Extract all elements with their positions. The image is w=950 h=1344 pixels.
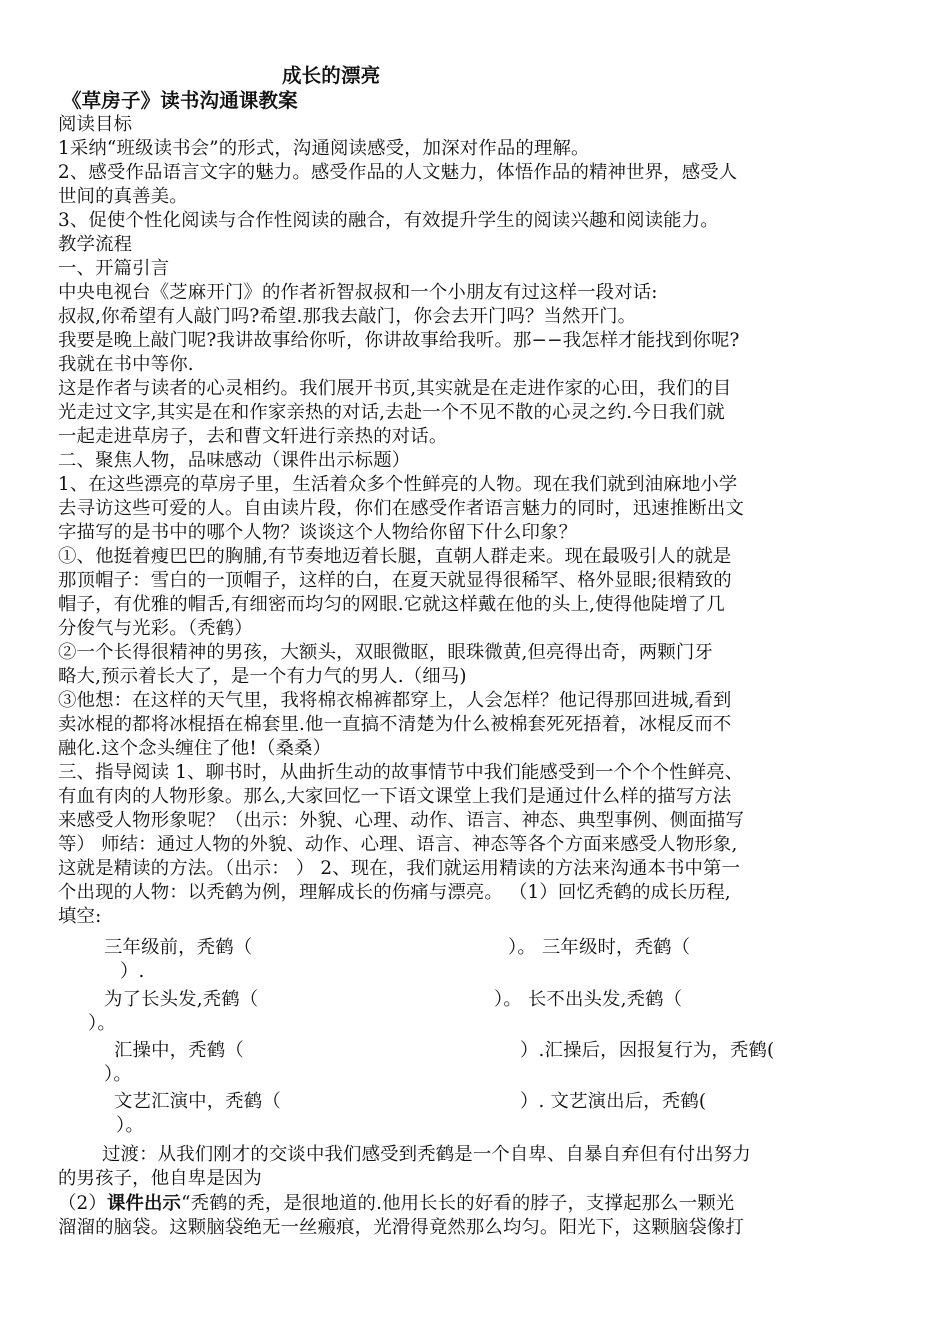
section-heading: 三、指导阅读 1、聊书时，从曲折生动的故事情节中我们能感受到一个个个性鲜亮、 <box>58 762 744 783</box>
fill-blank-left: 为了长头发,秃鹤（ <box>104 989 259 1010</box>
text-line: 1、在这些漂亮的草房子里，生活着众多个性鲜亮的人物。现在我们就到油麻地小学 <box>58 474 738 495</box>
fill-blank-mid: ）。 三年级时，秃鹤（ <box>508 937 691 958</box>
text-line: 填空: <box>58 906 102 927</box>
fill-blank-left: 三年级前，秃鹤（ <box>104 937 253 958</box>
text-line: 3、促使个性化阅读与合作性阅读的融合，有效提升学生的阅读兴趣和阅读能力。 <box>58 210 719 231</box>
section-heading: 一、开篇引言 <box>58 258 170 279</box>
fill-blank-mid: ）。 长不出头发,秃鹤（ <box>494 989 683 1010</box>
text-line: 来感受人物形象呢？（出示：外貌、心理、动作、语言、神态、典型事例、侧面描写 <box>58 810 745 831</box>
text-line: 字描写的是书中的哪个人物？谈谈这个人物给你留下什么印象？ <box>58 522 578 543</box>
text-line: 有血有肉的人物形象。那么,大家回忆一下语文课堂上我们是通过什么样的描写方法 <box>58 786 732 807</box>
text-line: 这是作者与读者的心灵相约。我们展开书页,其实就是在走进作家的心田，我们的目 <box>58 378 732 399</box>
text-line: 溜溜的脑袋。这颗脑袋绝无一丝瘢痕，光滑得竟然那么均匀。阳光下，这颗脑袋像打 <box>58 1217 745 1238</box>
text-line: ①、他挺着瘦巴巴的胸脯,有节奏地迈着长腿，直朝人群走来。现在最吸引人的就是 <box>58 546 732 567</box>
text-line: 阅读目标 <box>58 114 133 135</box>
text-line: 分俊气与光彩。（秃鹤） <box>58 618 253 639</box>
fill-blank-mid: ）.汇操后，因报复行为，秃鹤( <box>520 1040 775 1061</box>
fill-blank-mid: ）. 文艺演出后，秃鹤( <box>520 1091 707 1112</box>
text-line: 个出现的人物：以秃鹤为例，理解成长的伤痛与漂亮。 （1）回忆秃鹤的成长历程, <box>58 882 731 903</box>
section-heading: 二、聚焦人物，品味感动（课件出示标题） <box>58 450 411 471</box>
text-line: 中央电视台《芝麻开门》的作者祈智叔叔和一个小朋友有过这样一段对话: <box>58 282 658 303</box>
fill-blank-cont: ）。 <box>104 1064 132 1085</box>
text-line: 2、感受作品语言文字的魅力。感受作品的人文魅力，体悟作品的精神世界，感受人 <box>58 162 738 183</box>
courseware-line <box>58 1192 734 1216</box>
text-line: 去寻访这些可爱的人。自由读片段，你们在感受作者语言魅力的同时，迅速推断出文 <box>58 498 745 519</box>
text-line: 一起走进草房子，去和曹文轩进行亲热的对话。 <box>58 426 448 447</box>
text-line: 世间的真善美。 <box>58 186 188 207</box>
text-line: 卖冰棍的都将冰棍捂在棉套里.他一直搞不清楚为什么被棉套死死捂着，冰棍反而不 <box>58 714 732 735</box>
document-subtitle: 《草房子》读书沟通课教案 <box>62 89 298 112</box>
text-line: 等） 师结：通过人物的外貌、动作、心理、语言、神态等各个方面来感受人物形象, <box>58 834 738 855</box>
text-line: ③他想：在这样的天气里，我将棉衣棉裤都穿上，人会怎样？他记得那回进城,看到 <box>58 690 732 711</box>
text-line: 略大,预示着长大了，是一个有力气的男人.（细马) <box>58 666 467 687</box>
fill-blank-cont: ）。 <box>116 1115 144 1136</box>
fill-blank-cont: ）。 <box>88 1013 116 1034</box>
text-line: 帽子，有优雅的帽舌,有细密而均匀的网眼.它就这样戴在他的头上,使得他陡增了几 <box>58 594 725 615</box>
document-title: 成长的漂亮 <box>282 64 381 87</box>
text-line: 我就在书中等你. <box>58 354 194 375</box>
text-line: 的男孩子，他自卑是因为 <box>58 1168 262 1189</box>
fill-blank-left: 文艺汇演中，秃鹤（ <box>114 1091 281 1112</box>
fill-blank-cont: ）. <box>120 961 145 982</box>
fill-blank-left: 汇操中，秃鹤（ <box>114 1040 244 1061</box>
text-line: 融化.这个念头缠住了他!（桑桑） <box>58 738 332 759</box>
courseware-label: 课件出示 <box>106 1193 182 1214</box>
text-line: ②一个长得很精神的男孩，大额头，双眼微眍，眼珠微黄,但亮得出奇，两颗门牙 <box>58 642 713 663</box>
text-line: 1采纳“班级读书会”的形式，沟通阅读感受，加深对作品的理解。 <box>58 138 590 159</box>
text-line: 我要是晚上敲门呢?我讲故事给你听，你讲故事给我听。那−−我怎样才能找到你呢? <box>58 330 740 351</box>
text-line: 那顶帽子：雪白的一顶帽子，这样的白，在夏天就显得很稀罕、格外显眼;很精致的 <box>58 570 732 591</box>
text-line: 叔叔,你希望有人敲门吗?希望.那我去敲门，你会去开门吗？当然开门。 <box>58 306 637 327</box>
text-line: 过渡：从我们刚才的交谈中我们感受到秃鹤是一个自卑、自暴自弃但有付出努力 <box>102 1144 751 1165</box>
text-line: 这就是精读的方法。（出示： ） 2、现在，我们就运用精读的方法来沟通本书中第一 <box>58 858 741 879</box>
text-line: 光走过文字,其实是在和作家亲热的对话,去赴一个不见不散的心灵之约.今日我们就 <box>58 402 725 423</box>
courseware-prefix: （2） <box>58 1193 107 1214</box>
courseware-text: “秃鹤的秃，是很地道的.他用长长的好看的脖子，支撑起那么一颗光 <box>181 1193 735 1214</box>
text-line: 教学流程 <box>58 234 133 255</box>
